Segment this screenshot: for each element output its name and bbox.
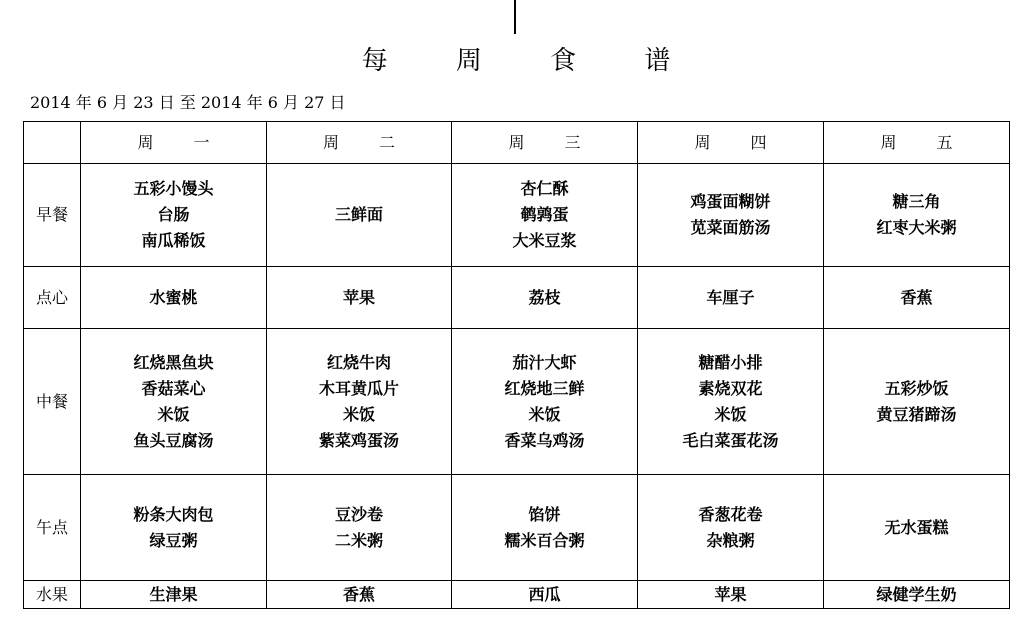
dish-item: 鹌鹑蛋	[520, 205, 569, 224]
dish-item: 香菜乌鸡汤	[504, 430, 585, 450]
page-title	[0, 40, 1032, 77]
dish-item: 紫菜鸡蛋汤	[318, 430, 399, 450]
meal-row	[24, 164, 1010, 267]
dish-item: 香菇菜心	[141, 378, 206, 398]
menu-cell	[267, 581, 452, 609]
day-header	[452, 122, 638, 164]
dish-item: 糖醋小排	[698, 352, 763, 372]
dish-item: 红烧牛肉	[326, 352, 391, 372]
menu-cell	[267, 164, 452, 267]
day-header-prefix: 周	[137, 132, 154, 152]
meal-label: 点心	[24, 267, 81, 329]
dish-item: 黄豆猪蹄汤	[876, 404, 957, 424]
dish-item: 红枣大米粥	[876, 218, 957, 237]
menu-cell	[267, 267, 452, 329]
dish-item: 红烧黑鱼块	[133, 352, 214, 372]
dish-item: 无水蛋糕	[884, 517, 949, 537]
dish-item: 香蕉	[342, 584, 375, 604]
dish-item: 香蕉	[900, 287, 933, 307]
dish-item: 香葱花卷	[698, 504, 763, 524]
meal-label: 早餐	[24, 164, 81, 267]
corner-cell	[24, 122, 81, 164]
menu-cell	[824, 475, 1010, 581]
dish-item: 粉条大肉包	[133, 504, 214, 524]
meal-row	[24, 475, 1010, 581]
dish-item: 五彩炒饭	[884, 378, 949, 398]
dish-item: 车厘子	[706, 287, 755, 307]
dish-item: 杂粮粥	[706, 530, 755, 550]
date-range: 2014 年 6 月 23 日 至 2014 年 6 月 27 日	[30, 93, 346, 112]
day-header-number: 三	[564, 132, 581, 152]
dish-item: 水蜜桃	[149, 287, 198, 307]
menu-cell	[267, 475, 452, 581]
dish-item: 绿健学生奶	[876, 584, 957, 604]
meal-label: 水果	[24, 581, 81, 609]
dish-item: 苋菜面筋汤	[690, 218, 771, 237]
day-header-number: 一	[193, 132, 210, 152]
menu-cell	[81, 475, 267, 581]
title-char: 每	[361, 46, 388, 76]
menu-cell	[638, 267, 824, 329]
menu-cell	[638, 581, 824, 609]
day-header	[81, 122, 267, 164]
dish-item: 糯米百合粥	[504, 530, 585, 550]
dish-item: 米饭	[342, 404, 375, 424]
dish-item: 米饭	[157, 404, 190, 424]
dish-item: 豆沙卷	[334, 504, 383, 524]
dish-item: 茄汁大虾	[512, 352, 577, 372]
menu-cell	[638, 164, 824, 267]
dish-item: 鱼头豆腐汤	[133, 430, 214, 450]
day-header-prefix: 周	[322, 132, 339, 152]
dish-item: 生津果	[149, 584, 198, 604]
header-row	[24, 122, 1010, 164]
day-header-number: 二	[379, 132, 396, 152]
text-cursor	[514, 0, 516, 34]
dish-item: 五彩小馒头	[133, 179, 214, 198]
dish-item: 南瓜稀饭	[141, 231, 206, 250]
menu-cell	[81, 267, 267, 329]
meal-row	[24, 267, 1010, 329]
title-char: 食	[550, 46, 577, 76]
meal-label: 午点	[24, 475, 81, 581]
menu-cell	[81, 581, 267, 609]
title-char: 周	[455, 46, 482, 76]
dish-item: 三鲜面	[334, 205, 383, 224]
dish-item: 鸡蛋面糊饼	[690, 192, 771, 211]
menu-cell	[824, 164, 1010, 267]
dish-item: 绿豆粥	[149, 530, 198, 550]
day-header	[638, 122, 824, 164]
dish-item: 米饭	[528, 404, 561, 424]
day-header-prefix: 周	[880, 132, 897, 152]
meal-label: 中餐	[24, 329, 81, 475]
meal-row	[24, 329, 1010, 475]
dish-item: 台肠	[157, 205, 190, 224]
menu-cell	[267, 329, 452, 475]
dish-item: 二米粥	[334, 530, 383, 550]
dish-item: 西瓜	[528, 584, 561, 604]
menu-cell	[452, 164, 638, 267]
day-header-prefix: 周	[508, 132, 525, 152]
dish-item: 馅饼	[528, 504, 561, 524]
dish-item: 糖三角	[892, 192, 941, 211]
dish-item: 木耳黄瓜片	[318, 378, 399, 398]
dish-item: 米饭	[714, 404, 747, 424]
menu-cell	[452, 475, 638, 581]
dish-item: 杏仁酥	[520, 179, 569, 198]
menu-cell	[81, 329, 267, 475]
dish-item: 苹果	[342, 287, 375, 307]
menu-cell	[824, 267, 1010, 329]
day-header-number: 五	[936, 132, 953, 152]
dish-item: 红烧地三鲜	[504, 378, 585, 398]
dish-item: 素烧双花	[698, 378, 763, 398]
menu-cell	[638, 329, 824, 475]
menu-cell	[81, 164, 267, 267]
dish-item: 大米豆浆	[512, 231, 577, 250]
dish-item: 毛白菜蛋花汤	[682, 430, 779, 450]
menu-cell	[452, 581, 638, 609]
day-header-prefix: 周	[694, 132, 711, 152]
title-char: 谱	[644, 46, 671, 76]
day-header	[824, 122, 1010, 164]
day-header-number: 四	[750, 132, 767, 152]
weekly-menu-table	[23, 121, 1010, 609]
dish-item: 荔枝	[528, 287, 561, 307]
meal-row	[24, 581, 1010, 609]
menu-cell	[638, 475, 824, 581]
menu-cell	[824, 581, 1010, 609]
dish-item: 苹果	[714, 584, 747, 604]
menu-cell	[452, 267, 638, 329]
day-header	[267, 122, 452, 164]
menu-cell	[452, 329, 638, 475]
menu-cell	[824, 329, 1010, 475]
